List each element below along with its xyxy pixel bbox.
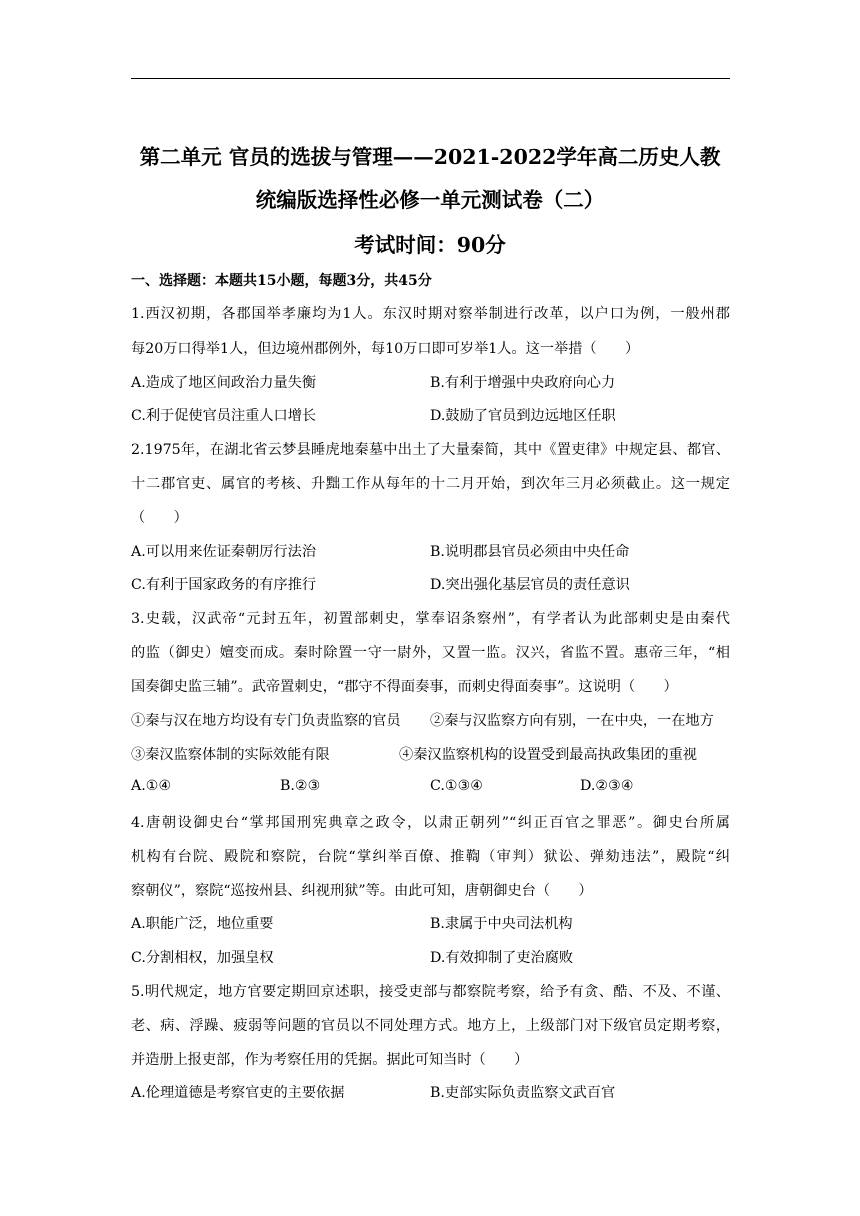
question-4-line-2: 机构有台院、殿院和察院，台院“掌纠举百僚、推鞫（审判）狱讼、弹劾违法”，殿院“纠 [131, 849, 730, 865]
question-5-option-a: A.伦理道德是考察官吏的主要依据 [131, 1085, 345, 1101]
question-4-option-d: D.有效抑制了吏治腐败 [430, 950, 574, 966]
question-2-option-d: D.突出强化基层官员的责任意识 [430, 577, 630, 593]
section-heading: 一、选择题：本题共15小题，每题3分，共45分 [131, 273, 432, 289]
question-1-line-1: 1.西汉初期，各郡国举孝廉均为1人。东汉时期对察举制进行改革，以户口为例，一般州郡 [131, 306, 730, 322]
question-4-option-b: B.隶属于中央司法机构 [430, 916, 573, 932]
question-3-option-b: B.②③ [280, 778, 321, 794]
question-3-option-c: C.①③④ [430, 778, 484, 794]
question-5-option-b: B.吏部实际负责监察文武百官 [430, 1085, 616, 1101]
question-3-option-a: A.①④ [131, 778, 172, 794]
question-2-line-3: （ ） [131, 510, 188, 526]
question-3-line-3: 国奏御史监三辅”。武帝置刺史，“郡守不得面奏事，而刺史得面奏事”。这说明（ ） [131, 679, 678, 695]
question-5-line-3: 并造册上报吏部，作为考察任用的凭据。据此可知当时（ ） [131, 1052, 529, 1068]
question-2-option-a: A.可以用来佐证秦朝厉行法治 [131, 544, 317, 560]
question-3-statement-1: ①秦与汉在地方均设有专门负责监察的官员 [131, 713, 401, 729]
question-2-option-b: B.说明郡县官员必须由中央任命 [430, 544, 630, 560]
title-line-1: 第二单元 官员的选拔与管理——2021-2022学年高二历史人教 [139, 145, 721, 169]
question-5-line-1: 5.明代规定，地方官要定期回京述职，接受吏部与都察院考察，给予有贪、酷、不及、不谨、 [131, 984, 730, 1000]
question-2-line-1: 2.1975年，在湖北省云梦县睡虎地秦墓中出土了大量秦简，其中《置吏律》中规定县、都官、 [131, 442, 730, 458]
question-3-line-2: 的监（御史）嬗变而成。秦时除置一守一尉外，又置一监。汉兴，省监不置。惠帝三年，“相 [131, 645, 730, 661]
question-1-option-c: C.利于促使官员注重人口增长 [131, 408, 317, 424]
title-line-2: 统编版选择性必修一单元测试卷（二） [255, 188, 605, 212]
question-3-statement-3: ③秦汉监察体制的实际效能有限 [131, 747, 330, 763]
question-4-line-3: 察朝仪”，察院“巡按州县、纠视刑狱”等。由此可知，唐朝御史台（ ） [131, 883, 593, 899]
question-4-option-c: C.分割相权，加强皇权 [131, 950, 274, 966]
header-rule [131, 78, 730, 79]
question-2-option-c: C.有利于国家政务的有序推行 [131, 577, 317, 593]
exam-time: 考试时间：90分 [354, 233, 506, 257]
question-4-line-1: 4.唐朝设御史台“掌邦国刑宪典章之政令，以肃正朝列”“纠正百官之罪恶”。御史台所属 [131, 815, 730, 831]
question-3-line-1: 3.史载，汉武帝“元封五年，初置部刺史，掌奉诏条察州”，有学者认为此部刺史是由秦代 [131, 611, 730, 627]
question-1-option-a: A.造成了地区间政治力量失衡 [131, 375, 317, 391]
question-5-line-2: 老、病、浮躁、疲弱等问题的官员以不同处理方式。地方上，上级部门对下级官员定期考察， [131, 1018, 730, 1034]
question-1-option-d: D.鼓励了官员到边远地区任职 [430, 408, 616, 424]
question-3-statement-2: ②秦与汉监察方向有别，一在中央，一在地方 [430, 713, 714, 729]
question-3-option-d: D.②③④ [580, 778, 634, 794]
question-1-option-b: B.有利于增强中央政府向心力 [430, 375, 616, 391]
question-1-line-2: 每20万口得举1人，但边境州郡例外，每10万口即可岁举1人。这一举措（ ） [131, 341, 640, 357]
question-3-statement-4: ④秦汉监察机构的设置受到最高执政集团的重视 [399, 747, 697, 763]
question-4-option-a: A.职能广泛，地位重要 [131, 916, 274, 932]
question-2-line-2: 十二郡官吏、属官的考核、升黜工作从每年的十二月开始，到次年三月必须截止。这一规定 [131, 476, 730, 492]
